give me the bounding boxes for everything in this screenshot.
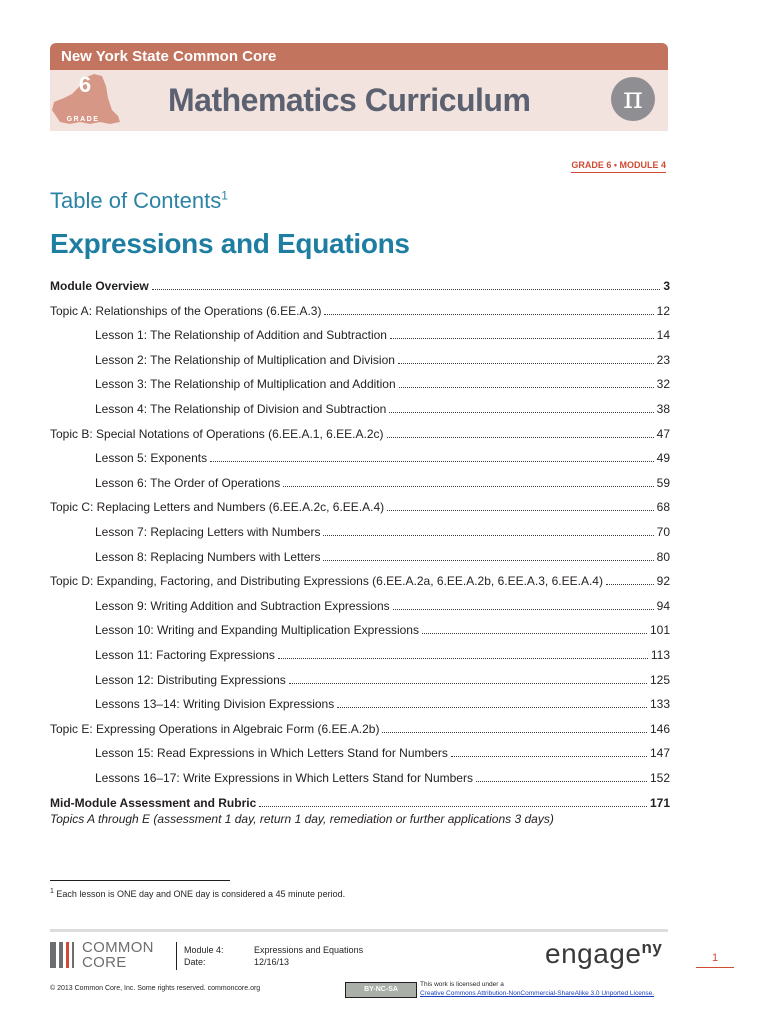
toc-dot-leader <box>476 771 647 782</box>
page-number: 1 <box>696 952 734 968</box>
toc-entry-label: Lesson 10: Writing and Expanding Multiplication Expressions <box>95 623 419 638</box>
toc-entry-label: Topic D: Expanding, Factoring, and Distributing Expressions (6.EE.A.2a, 6.EE.A.2b, 6.EE.A.3, 6.EE.A.4) <box>50 574 603 589</box>
toc-entry-page: 47 <box>656 426 670 441</box>
toc-entry-label: Topic C: Replacing Letters and Numbers (6.EE.A.2c, 6.EE.A.4) <box>50 500 385 515</box>
toc-entry[interactable] <box>50 599 670 615</box>
toc-dot-leader <box>389 402 653 413</box>
toc-entry-label: Lesson 11: Factoring Expressions <box>95 648 275 662</box>
toc-entry[interactable] <box>50 673 670 689</box>
toc-entry-label: Topic A: Relationships of the Operations (6.EE.A.3) <box>50 303 322 318</box>
toc-entry[interactable] <box>50 697 670 713</box>
module-value: Expressions and Equations <box>254 945 364 955</box>
toc-entry-label: Lesson 4: The Relationship of Division and Subtraction <box>95 402 387 416</box>
engage-text: engage <box>545 938 642 969</box>
license-notice <box>420 980 654 998</box>
grade-number: 6 <box>78 72 92 97</box>
toc-entry-page: 68 <box>656 500 670 515</box>
copyright: © 2013 Common Core, Inc. Some rights reserved. commoncore.org <box>50 985 261 992</box>
footer-meta-values <box>254 944 363 968</box>
toc-dot-leader <box>390 328 654 339</box>
toc-entry[interactable] <box>50 500 670 516</box>
engage-sup: ny <box>641 938 663 957</box>
toc-entry[interactable] <box>50 476 670 492</box>
toc-entry[interactable] <box>50 402 670 418</box>
toc-heading-text: Table of Contents <box>50 188 222 213</box>
toc-entry[interactable] <box>50 574 670 590</box>
toc-dot-leader <box>451 746 647 757</box>
toc-entry-page: 101 <box>649 623 670 638</box>
toc-note: Topics A through E (assessment 1 day, return 1 day, remediation or further applications 3 days) <box>50 812 554 826</box>
toc-dot-leader <box>210 451 654 462</box>
toc-dot-leader <box>337 697 647 708</box>
toc-dot-leader <box>283 476 653 487</box>
license-link[interactable]: Creative Commons Attribution-NonCommercial-ShareAlike 3.0 Unported License. <box>420 990 655 997</box>
toc-entry-label: Lesson 2: The Relationship of Multiplication and Division <box>95 352 395 367</box>
toc-dot-leader <box>393 599 654 610</box>
toc-entry-page: 133 <box>649 697 670 712</box>
toc-entry[interactable] <box>50 796 670 812</box>
toc-entry-label: Lesson 7: Replacing Letters with Numbers <box>95 525 321 539</box>
toc-entry-label: Topic E: Expressing Operations in Algebraic Form (6.EE.A.2b) <box>50 721 380 736</box>
toc-entry-label: Mid-Module Assessment and Rubric <box>50 795 257 810</box>
cc-line2: CORE <box>82 954 127 971</box>
toc-entry-page: 80 <box>656 549 670 564</box>
module-tag: GRADE 6 • MODULE 4 <box>571 160 666 173</box>
toc-dot-leader <box>323 525 653 536</box>
curriculum-banner <box>50 43 668 131</box>
toc-entry[interactable] <box>50 451 670 467</box>
toc-entry-page: 23 <box>656 352 670 367</box>
footnote-divider <box>50 880 230 881</box>
toc-entry-label: Module Overview <box>50 279 149 293</box>
toc-entry-page: 70 <box>656 525 670 539</box>
toc-dot-leader <box>278 648 648 659</box>
page-title: Expressions and Equations <box>50 228 410 259</box>
toc-dot-leader <box>323 550 653 561</box>
toc-dot-leader <box>398 353 654 364</box>
toc-dot-leader <box>259 796 647 807</box>
footnote-text: Each lesson is ONE day and ONE day is considered a 45 minute period. <box>56 889 346 899</box>
footer-meta-labels <box>184 944 224 968</box>
toc-entry[interactable] <box>50 328 670 344</box>
toc-entry[interactable] <box>50 648 670 664</box>
toc-dot-leader <box>422 623 647 634</box>
toc-entry-page: 38 <box>656 402 670 416</box>
footer-separator <box>176 942 177 970</box>
curriculum-title: Mathematics Curriculum <box>168 82 531 118</box>
toc-entry[interactable] <box>50 353 670 369</box>
toc-entry-label: Lesson 9: Writing Addition and Subtraction Expressions <box>95 598 390 613</box>
toc-entry-page: 14 <box>656 328 670 343</box>
creative-commons-badge: BY-NC-SA <box>345 982 417 998</box>
toc-entry[interactable] <box>50 746 670 762</box>
toc-entry-page: 59 <box>656 475 670 490</box>
toc-entry[interactable] <box>50 525 670 541</box>
toc-entry[interactable] <box>50 722 670 738</box>
toc-entry-page: 94 <box>656 598 670 613</box>
toc-dot-leader <box>324 304 653 315</box>
toc-entry-label: Lessons 16–17: Write Expressions in Which Letters Stand for Numbers <box>95 771 473 785</box>
grade-label: GRADE <box>66 116 100 123</box>
toc-entry-label: Lesson 8: Replacing Numbers with Letters <box>95 549 321 564</box>
toc-dot-leader <box>289 673 647 684</box>
toc-entry[interactable] <box>50 377 670 393</box>
toc-entry-page: 146 <box>649 721 670 736</box>
toc-entry-label: Lesson 12: Distributing Expressions <box>95 672 286 687</box>
toc-entry[interactable] <box>50 771 670 787</box>
toc-dot-leader <box>387 500 653 511</box>
toc-entry-page: 113 <box>650 648 670 662</box>
date-label: Date: <box>184 957 206 967</box>
toc-entry-label: Topic B: Special Notations of Operations (6.EE.A.1, 6.EE.A.2c) <box>50 426 384 441</box>
toc-entry[interactable] <box>50 279 670 295</box>
pi-icon: π <box>611 77 655 121</box>
common-core-logo-icon <box>50 942 78 968</box>
toc-dot-leader <box>387 427 654 438</box>
toc-entry[interactable] <box>50 623 670 639</box>
toc-entry-label: Lesson 1: The Relationship of Addition and Subtraction <box>95 328 387 343</box>
toc-dot-leader <box>382 722 646 733</box>
toc-entry-label: Lesson 3: The Relationship of Multiplication and Addition <box>95 377 396 392</box>
toc-entry-label: Lesson 6: The Order of Operations <box>95 475 281 490</box>
toc-entry-page: 125 <box>649 672 670 687</box>
license-text: This work is licensed under a <box>420 981 504 988</box>
toc-entry-label: Lesson 15: Read Expressions in Which Letters Stand for Numbers <box>95 746 448 761</box>
footnote <box>50 888 345 899</box>
toc-entry-page: 92 <box>656 574 670 589</box>
toc-entry[interactable] <box>50 550 670 566</box>
toc-entry-page: 3 <box>663 279 670 293</box>
toc-heading <box>50 188 228 214</box>
banner-body <box>50 70 668 131</box>
toc-entry-label: Lesson 5: Exponents <box>95 451 208 466</box>
toc-entry-page: 147 <box>649 746 670 761</box>
date-value: 12/16/13 <box>254 957 290 967</box>
toc-entry-label: Lessons 13–14: Writing Division Expressions <box>95 697 335 712</box>
toc-entry-page: 152 <box>649 771 670 785</box>
module-label: Module 4: <box>184 945 224 955</box>
footnote-ref: 1 <box>221 188 228 203</box>
toc-dot-leader <box>152 279 661 290</box>
toc-entry[interactable] <box>50 304 670 320</box>
toc-entry-page: 12 <box>656 303 670 318</box>
toc-entry[interactable] <box>50 427 670 443</box>
toc-dot-leader <box>399 377 654 388</box>
toc-entry-page: 171 <box>649 795 670 810</box>
common-core-wordmark <box>82 940 154 970</box>
footnote-marker: 1 <box>50 888 54 895</box>
toc-entry-page: 49 <box>656 451 670 466</box>
engageny-logo <box>545 938 662 970</box>
program-name: New York State Common Core <box>50 43 668 70</box>
cc-line1: COMMON <box>82 939 154 956</box>
toc-dot-leader <box>606 574 654 585</box>
footer-divider <box>50 929 668 932</box>
toc-entry-page: 32 <box>656 377 670 392</box>
